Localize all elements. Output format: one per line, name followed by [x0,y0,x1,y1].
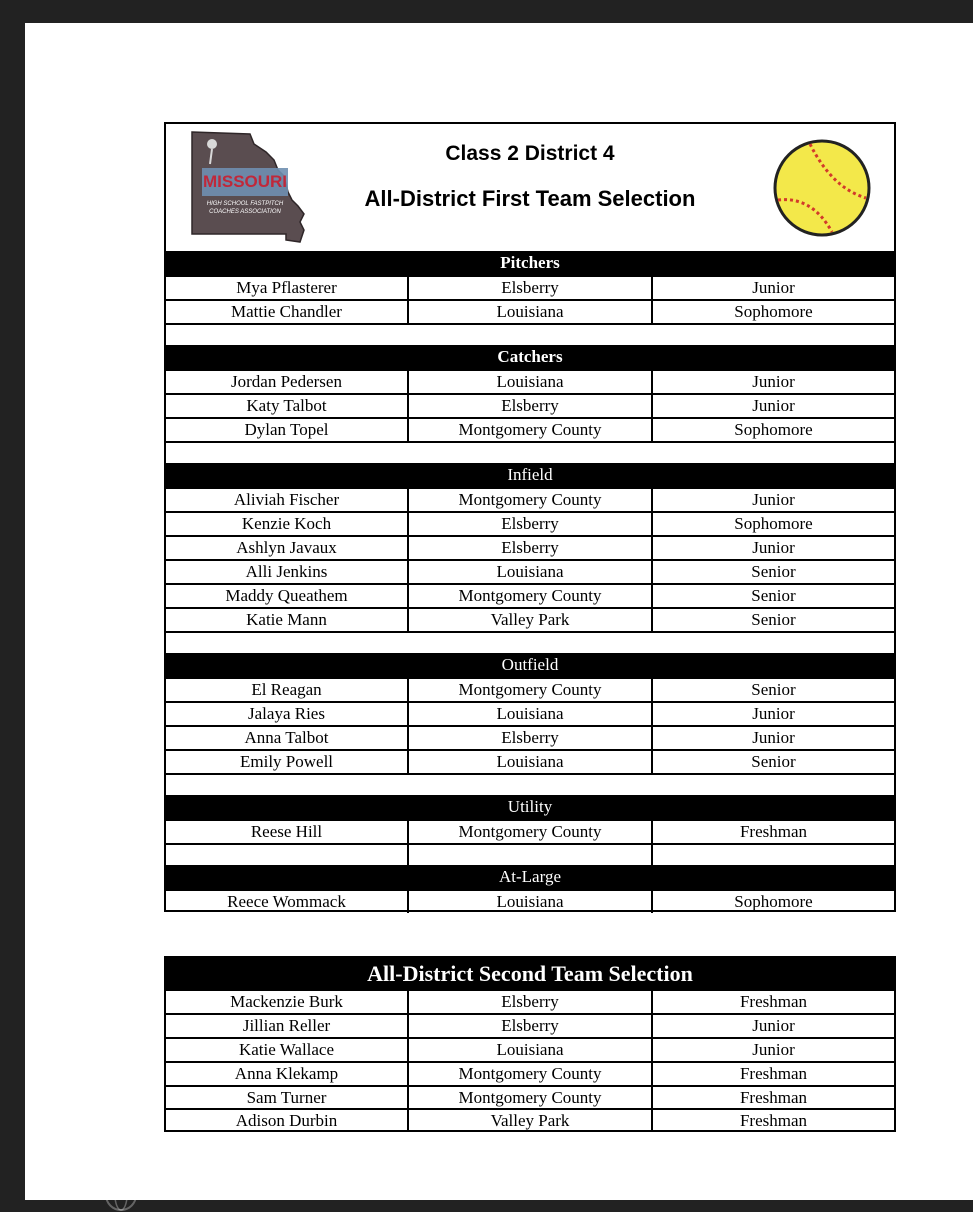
table-row [166,1037,894,1061]
table-row [166,725,894,749]
player-grade: Sophomore [734,420,813,439]
player-name: Jalaya Ries [166,703,409,725]
player-school: Elsberry [409,395,653,417]
player-name: Sam Turner [166,1087,409,1109]
player-school: Louisiana [409,891,653,913]
watermark-text: Elsberry Diamond Indians [38,1138,446,1175]
player-name: Emily Powell [166,751,409,773]
player-school: Montgomery County [409,585,653,607]
player-school: Louisiana [409,703,653,725]
section-header-second-team: All-District Second Team Selection [166,958,894,990]
player-name: Jillian Reller [166,1015,409,1037]
player-school: Elsberry [409,277,653,299]
player-grade: Sophomore [734,892,813,911]
player-grade: Freshman [739,822,808,841]
document-title: Class 2 District 4 [445,142,615,165]
player-name: Mackenzie Burk [166,991,409,1013]
player-name: Katie Wallace [166,1039,409,1061]
logo-subtitle-text: HIGH SCHOOL FASTPITCH [206,201,284,207]
player-school: Valley Park [409,1110,653,1132]
player-school: Montgomery County [409,419,653,441]
player-name: Jordan Pedersen [166,371,409,393]
player-school: Montgomery County [409,489,653,511]
player-grade: Freshman [739,1111,808,1130]
player-school: Montgomery County [409,1087,653,1109]
softball-icon [770,138,874,238]
table-row [166,1061,894,1085]
player-name: Reece Wommack [166,891,409,913]
section-header-pitchers: Pitchers [166,251,894,275]
table-row [166,819,894,843]
second-team-table [164,956,896,1132]
logo-title-text: MISSOURI [202,172,288,191]
player-school: Louisiana [409,301,653,323]
player-grade: Junior [752,728,795,747]
spacer-row [166,843,894,867]
player-name: Kenzie Koch [166,513,409,535]
globe-icon [104,1178,138,1212]
player-name: Reese Hill [166,821,409,843]
player-name: Mya Pflasterer [166,277,409,299]
player-name: Anna Klekamp [166,1063,409,1085]
player-grade: Sophomore [734,514,813,533]
document-subtitle: All-District First Team Selection [364,186,696,211]
player-school: Elsberry [409,991,653,1013]
player-school: Louisiana [409,561,653,583]
table-row [166,417,894,441]
table-row [166,583,894,607]
table-row [166,393,894,417]
player-name: Alli Jenkins [166,561,409,583]
table-row [166,511,894,535]
player-name: Dylan Topel [166,419,409,441]
player-name: Ashlyn Javaux [166,537,409,559]
player-grade: Junior [752,278,795,297]
player-school: Louisiana [409,751,653,773]
document-page [25,23,973,1200]
player-name: Adison Durbin [166,1110,409,1132]
player-school: Elsberry [409,513,653,535]
table-row [166,369,894,393]
table-row [166,275,894,299]
player-name: El Reagan [166,679,409,701]
logo-subtitle-text: COACHES ASSOCIATION [209,209,281,215]
table-row [166,1085,894,1109]
player-grade: Junior [752,396,795,415]
player-grade: Freshman [739,992,808,1011]
player-grade: Senior [751,680,796,699]
table-row [166,487,894,511]
table-row [166,677,894,701]
section-header-utility: Utility [166,795,894,819]
player-grade: Senior [751,586,796,605]
table-row [166,1013,894,1037]
player-grade: Senior [751,610,796,629]
section-header-outfield: Outfield [166,653,894,677]
section-header-at-large: At-Large [166,865,894,889]
player-grade: Freshman [739,1064,808,1083]
table-row [166,749,894,773]
table-row [166,535,894,559]
player-grade: Junior [752,538,795,557]
player-grade: Junior [752,704,795,723]
table-row [166,889,894,913]
player-school: Elsberry [409,537,653,559]
first-team-table [164,122,896,912]
player-school: Valley Park [409,609,653,631]
player-grade: Freshman [739,1088,808,1107]
table-row [166,299,894,323]
table-row [166,989,894,1013]
player-grade: Junior [752,1016,795,1035]
table-row [166,559,894,583]
spacer-row [166,773,894,797]
section-header-infield: Infield [166,463,894,487]
player-grade: Senior [751,562,796,581]
missouri-map-logo [188,130,312,244]
player-grade: Junior [752,1040,795,1059]
player-name: Mattie Chandler [166,301,409,323]
spacer-row [166,631,894,655]
spacer-row [166,323,894,347]
player-grade: Junior [752,490,795,509]
player-name: Anna Talbot [166,727,409,749]
player-name: Maddy Queathem [166,585,409,607]
table-row [166,1108,894,1132]
player-school: Elsberry [409,727,653,749]
player-school: Montgomery County [409,1063,653,1085]
player-name: Katy Talbot [166,395,409,417]
player-grade: Junior [752,372,795,391]
spacer-row [166,441,894,465]
table-header [166,124,894,251]
player-name: Katie Mann [166,609,409,631]
table-row [166,701,894,725]
player-school: Louisiana [409,371,653,393]
player-school: Elsberry [409,1015,653,1037]
table-row [166,607,894,631]
player-school: Louisiana [409,1039,653,1061]
player-grade: Senior [751,752,796,771]
player-name: Aliviah Fischer [166,489,409,511]
player-grade: Sophomore [734,302,813,321]
player-school: Montgomery County [409,821,653,843]
section-header-catchers: Catchers [166,345,894,369]
player-school: Montgomery County [409,679,653,701]
